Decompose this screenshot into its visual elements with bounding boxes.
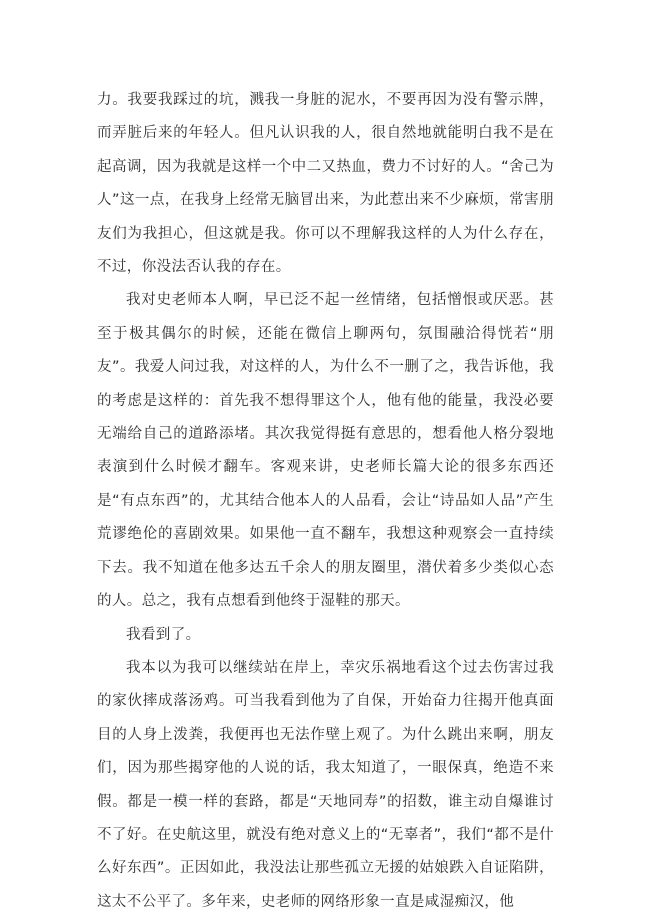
article-body [97, 84, 554, 919]
paragraph: 我对史老师本人啊，早已泛不起一丝情绪，包括憎恨或厌恶。甚至于极其偶尔的时候，还能在微信上聊两句，氛围融洽得恍若“朋友”。我爱人问过我，对这样的人，为什么不一删了之，我告诉他，我的考虑是这样的：首先我不想得罪这个人，他有他的能量，我没必要无端给自己的道路添堵。其次我觉得挺有意思的，想看他人格分裂地表演到什么时候才翻车。客观来讲，史老师长篇大论的很多东西还是“有点东西”的，尤其结合他本人的人品看，会让“诗品如人品”产生荒谬绝伦的喜剧效果。如果他一直不翻车，我想这种观察会一直持续下去。我不知道在他多达五千余人的朋友圈里，潜伏着多少类似心态的人。总之，我有点想看到他终于湿鞋的那天。 [97, 292, 554, 610]
paragraph: 我本以为我可以继续站在岸上，幸灾乐祸地看这个过去伤害过我的家伙摔成落汤鸡。可当我看到他为了自保，开始奋力往揭开他真面目的人身上泼粪，我便再也无法作壁上观了。为什么跳出来啊，朋友们，因为那些揭穿他的人说的话，我太知道了，一眼保真，绝造不来假。都是一模一样的套路，都是“天地同寿”的招数，谁主动自爆谁讨不了好。在史航这里，就没有绝对意义上的“无辜者”，我们“都不是什么好东西”。正因如此，我没法让那些孤立无援的姑娘跌入自证陷阱，这太不公平了。多年来，史老师的网络形象一直是咸湿痴汉，他 [97, 659, 554, 910]
paragraph-continued: 力。我要我踩过的坑，溅我一身脏的泥水，不要再因为没有警示牌，而弄脏后来的年轻人。但凡认识我的人，很自然地就能明白我不是在起高调，因为我就是这样一个中二又热血，费力不讨好的人。“舍己为人”这一点，在我身上经常无脑冒出来，为此惹出来不少麻烦，常害朋友们为我担心，但这就是我。你可以不理解我这样的人为什么存在，不过，你没法否认我的存在。 [97, 92, 554, 276]
paragraph: 我看到了。 [126, 626, 201, 643]
